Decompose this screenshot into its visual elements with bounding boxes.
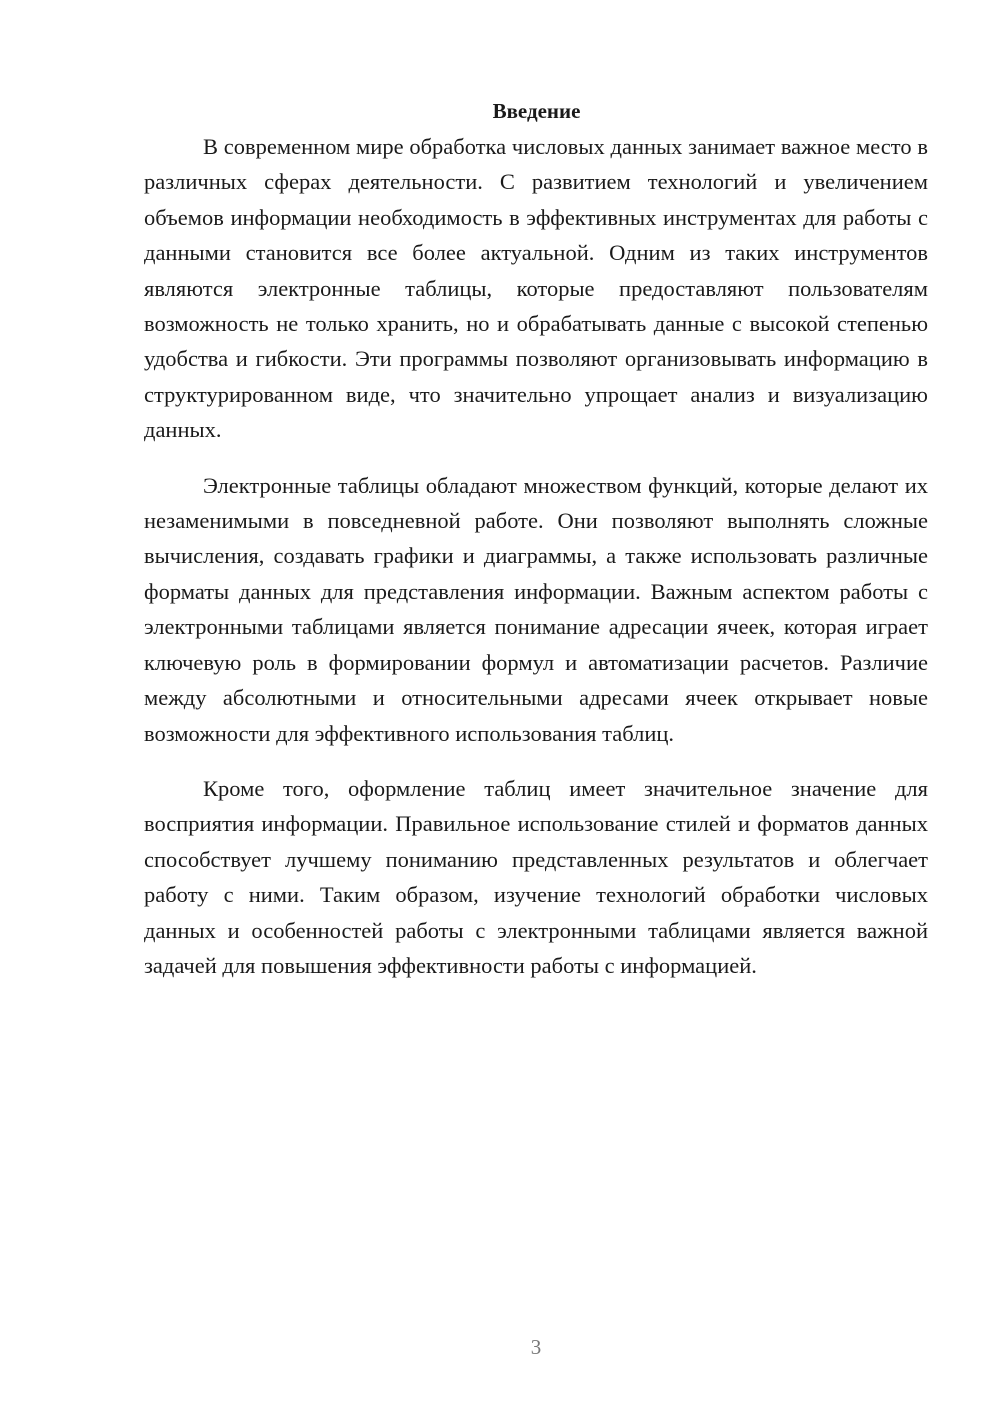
- section-heading: Введение: [492, 99, 581, 123]
- paragraph-2: Электронные таблицы обладают множеством функций, которые делают их незаменимыми в повседневной работе. Они позволяют выполнять сложные вычисления, создавать графики и диаграммы, а также использовать различные форматы данных для представления информации. Важным аспектом работы с электронными таблицами является понимание адресации ячеек, которая играет ключевую роль в формировании формул и автоматизации расчетов. Различие между абсолютными и относительными адресами ячеек открывает новые возможности для эффективного использования таблиц.: [144, 472, 928, 746]
- paragraph-1: В современном мире обработка числовых данных занимает важное место в различных сферах деятельности. С развитием технологий и увеличением объемов информации необходимость в эффективных инструментах для работы с данными становится все более актуальной. Одним из таких инструментов являются электронные таблицы, которые предоставляют пользователям возможность не только хранить, но и обрабатывать данные с высокой степенью удобства и гибкости. Эти программы позволяют организовывать информацию в структурированном виде, что значительно упрощает анализ и визуализацию данных.: [144, 134, 928, 443]
- page-number: 3: [530, 1335, 542, 1359]
- paragraph-3: Кроме того, оформление таблиц имеет значительное значение для восприятия информации. Правильное использование стилей и форматов данных способствует лучшему пониманию представленных результатов и облегчает работу с ними. Таким образом, изучение технологий обработки числовых данных и особенностей работы с электронными таблицами является важной задачей для повышения эффективности работы с информацией.: [144, 775, 928, 978]
- page-content: [144, 94, 928, 1003]
